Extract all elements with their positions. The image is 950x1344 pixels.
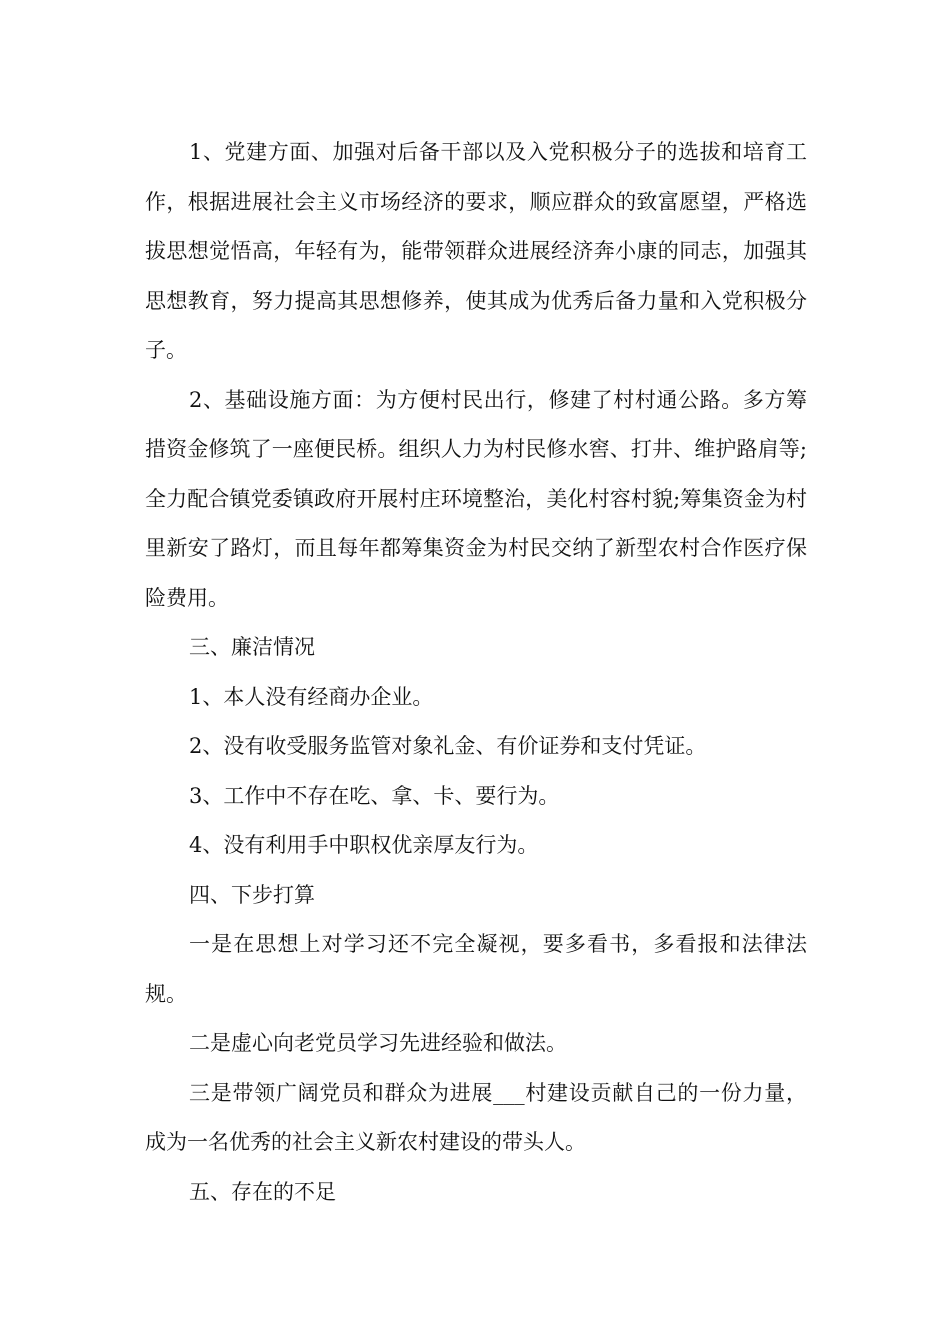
list-item: 一是在思想上对学习还不完全凝视，要多看书，多看报和法律法规。	[145, 932, 807, 1006]
section-heading-next-steps: 四、下步打算	[189, 882, 315, 907]
list-item: 1、本人没有经商办企业。	[189, 684, 434, 709]
list-item: 三是带领广阔党员和群众为进展___村建设贡献自己的一份力量，成为一名优秀的社会主义新农村建设的带头人。	[145, 1080, 807, 1154]
list-item: 2、没有收受服务监管对象礼金、有价证券和支付凭证。	[189, 734, 707, 758]
paragraph-infrastructure: 2、基础设施方面：为方便村民出行，修建了村村通公路。多方筹措资金修筑了一座便民桥。组织人力为村民修水窖、打井、维护路肩等;全力配合镇党委镇政府开展村庄环境整治，美化村容村貌;筹集资金为村里新安了路灯，而且每年都筹集资金为村民交纳了新型农村合作医疗保险费用。	[145, 387, 807, 610]
section-heading-shortcomings: 五、存在的不足	[189, 1179, 336, 1204]
section-heading-integrity: 三、廉洁情况	[189, 635, 315, 659]
list-item: 3、工作中不存在吃、拿、卡、要行为。	[189, 783, 560, 808]
paragraph-party-building: 1、党建方面、加强对后备干部以及入党积极分子的选拔和培育工作，根据进展社会主义市场经济的要求，顺应群众的致富愿望，严格选拔思想觉悟高，年轻有为，能带领群众进展经济奔小康的同志，加强其思想教育，努力提高其思想修养，使其成为优秀后备力量和入党积极分子。	[145, 140, 807, 362]
list-item: 二是虚心向老党员学习先进经验和做法。	[189, 1031, 567, 1055]
list-item: 4、没有利用手中职权优亲厚友行为。	[189, 833, 539, 857]
document-body	[145, 128, 807, 1217]
